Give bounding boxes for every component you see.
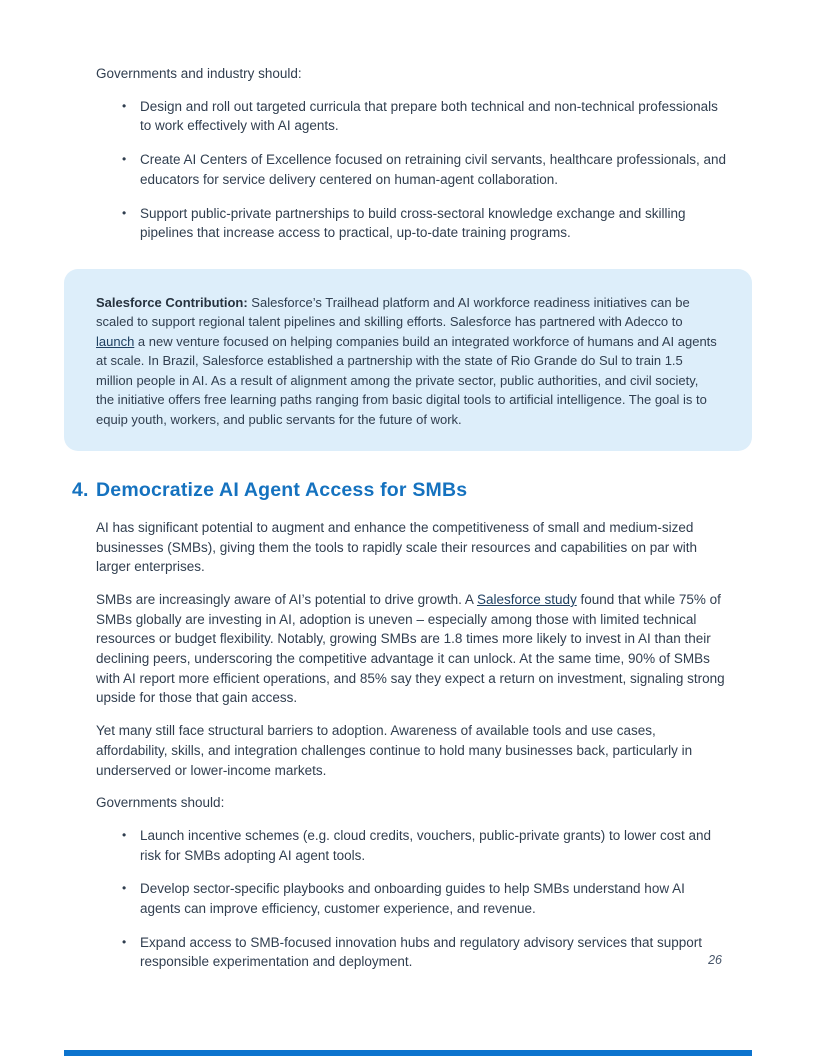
paragraph-text-before-link: SMBs are increasingly aware of AI’s potential to drive growth. A <box>96 591 477 607</box>
section-heading <box>72 479 728 502</box>
bullet-text: Expand access to SMB-focused innovation hubs and regulatory advisory services that support responsible experimentation and deployment. <box>140 934 703 970</box>
industry-bullet-list <box>96 97 728 243</box>
salesforce-study-link[interactable]: Salesforce study <box>476 591 577 607</box>
list-item <box>96 933 728 972</box>
governments-bullet-list <box>96 826 728 972</box>
callout-text-after-link: a new venture focused on helping companies build an integrated workforce of humans and AI agents at scale. In Brazil, Salesforce established a partnership with the state of Rio Grande do Sul to train 1.5 million people in AI. As a result of alignment among the private sector, public authorities, and civil society, the initiative offers free learning paths ranging from basic digital tools to artificial intelligence. The goal is to equip youth, workers, and public servants for the future of work. <box>96 333 717 427</box>
list-item <box>96 97 728 136</box>
list-item <box>96 204 728 243</box>
bullet-text: Launch incentive schemes (e.g. cloud credits, vouchers, public-private grants) to lower cost and risk for SMBs adopting AI agent tools. <box>140 827 712 863</box>
intro-lead: Governments and industry should: <box>96 66 302 81</box>
bullet-text: Design and roll out targeted curricula that prepare both technical and non-technical professionals to work effectively with AI agents. <box>140 98 718 134</box>
section-paragraph-1: AI has significant potential to augment and enhance the competitiveness of small and medium-sized businesses (SMBs), giving them the tools to rapidly scale their resources and capabilities on par with larger enterprises. <box>96 519 698 575</box>
section-number: 4. <box>72 479 89 502</box>
bullet-icon: • <box>122 152 127 167</box>
section-title: Democratize AI Agent Access for SMBs <box>96 479 468 502</box>
salesforce-contribution-callout <box>64 269 752 452</box>
bullet-icon: • <box>122 827 127 842</box>
callout-text-before-link: Salesforce’s Trailhead platform and AI workforce readiness initiatives can be scaled to support regional talent pipelines and skilling efforts. Salesforce has partnered with Adecco to <box>96 294 690 330</box>
launch-link[interactable]: launch <box>96 333 135 349</box>
bullet-icon: • <box>122 934 127 949</box>
bullet-text: Support public-private partnerships to build cross-sectoral knowledge exchange and skilling pipelines that increase access to practical, up-to-date training programs. <box>140 205 686 241</box>
list-item <box>96 826 728 865</box>
bullet-text: Create AI Centers of Excellence focused on retraining civil servants, healthcare professionals, and educators for service delivery centered on human-agent collaboration. <box>140 152 727 187</box>
list-item <box>96 150 728 189</box>
paragraph-text-after-link: found that while 75% of SMBs globally are investing in AI, adoption is uneven – especially among those with limited technical resources or budget flexibility. Notably, growing SMBs are 1.8 times more likely to invest in AI than their declining peers, underscoring the competitive advantage it can unlock. At the same time, 90% of SMBs with AI report more efficient operations, and 85% say they expect a return on investment, signaling strong upside for those that gain access. <box>96 591 725 706</box>
governments-lead: Governments should: <box>96 795 225 811</box>
section-paragraph-3: Yet many still face structural barriers to adoption. Awareness of available tools and use cases, affordability, skills, and integration challenges continue to hold many businesses back, particularly in underserved or lower-income markets. <box>96 723 693 778</box>
bullet-icon: • <box>122 98 127 113</box>
page-number: 26 <box>708 953 722 967</box>
section-paragraph-2 <box>96 590 728 708</box>
callout-paragraph <box>96 293 720 430</box>
list-item <box>96 879 728 918</box>
footer-accent-bar <box>64 1050 752 1056</box>
bullet-text: Develop sector-specific playbooks and onboarding guides to help SMBs understand how AI agents can improve efficiency, customer experience, and revenue. <box>140 881 685 917</box>
callout-label: Salesforce Contribution: <box>96 294 248 310</box>
bullet-icon: • <box>122 205 127 220</box>
page-content <box>72 64 728 986</box>
bullet-icon: • <box>122 881 127 896</box>
